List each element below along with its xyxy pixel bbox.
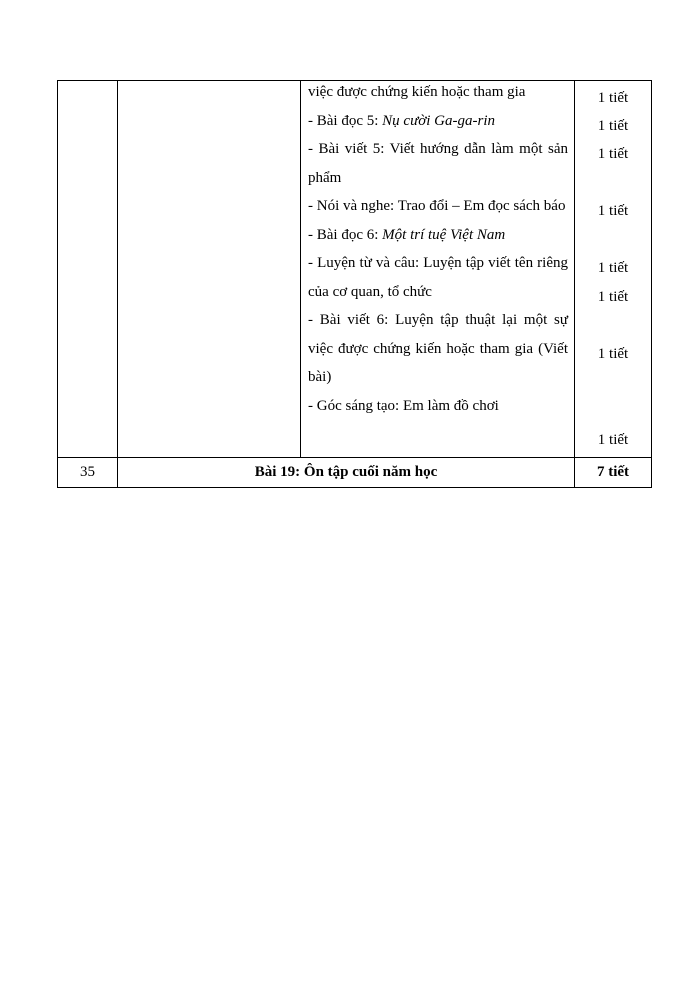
review-duration: 7 tiết [575, 458, 652, 488]
week-cell-empty [58, 81, 118, 458]
duration-value: 1 tiết [597, 90, 629, 106]
lesson-item [308, 107, 568, 136]
reading-title: Một trí tuệ Việt Nam [382, 226, 506, 243]
unit-cell-empty [118, 81, 301, 458]
lesson-prefix: - Bài đọc 6: [308, 226, 383, 243]
reading-title: Nụ cười Ga-ga-rin [382, 112, 496, 129]
lesson-item: - Nói và nghe: Trao đổi – Em đọc sách báo [308, 198, 566, 214]
table-row-final [58, 458, 652, 488]
duration-value: 1 tiết [597, 260, 629, 276]
table-row-continuation [58, 81, 652, 458]
duration-value: 1 tiết [597, 146, 629, 162]
lesson-item: - Bài viết 5: Viết hướng dẫn làm một sản phẩm [308, 141, 568, 186]
duration-value: 1 tiết [597, 118, 629, 134]
lesson-item [308, 221, 568, 250]
duration-value: 1 tiết [597, 432, 629, 448]
curriculum-table [57, 80, 652, 488]
duration-cell [575, 81, 652, 458]
duration-value: 1 tiết [597, 203, 629, 219]
lesson-item: - Bài viết 6: Luyện tập thuật lại một sự việc được chứng kiến hoặc tham gia (Viết bài) [308, 312, 568, 385]
lesson-item: - Góc sáng tạo: Em làm đồ chơi [308, 397, 499, 414]
lesson-item: - Luyện từ và câu: Luyện tập viết tên riêng của cơ quan, tổ chức [308, 255, 568, 300]
duration-value: 1 tiết [597, 289, 629, 305]
duration-value: 1 tiết [597, 346, 629, 362]
review-lesson-title: Bài 19: Ôn tập cuối năm học [118, 458, 575, 488]
lesson-item: việc được chứng kiến hoặc tham gia [308, 84, 526, 100]
week-number: 35 [58, 458, 118, 488]
lesson-list-cell [301, 81, 575, 458]
lesson-prefix: - Bài đọc 5: [308, 112, 383, 129]
